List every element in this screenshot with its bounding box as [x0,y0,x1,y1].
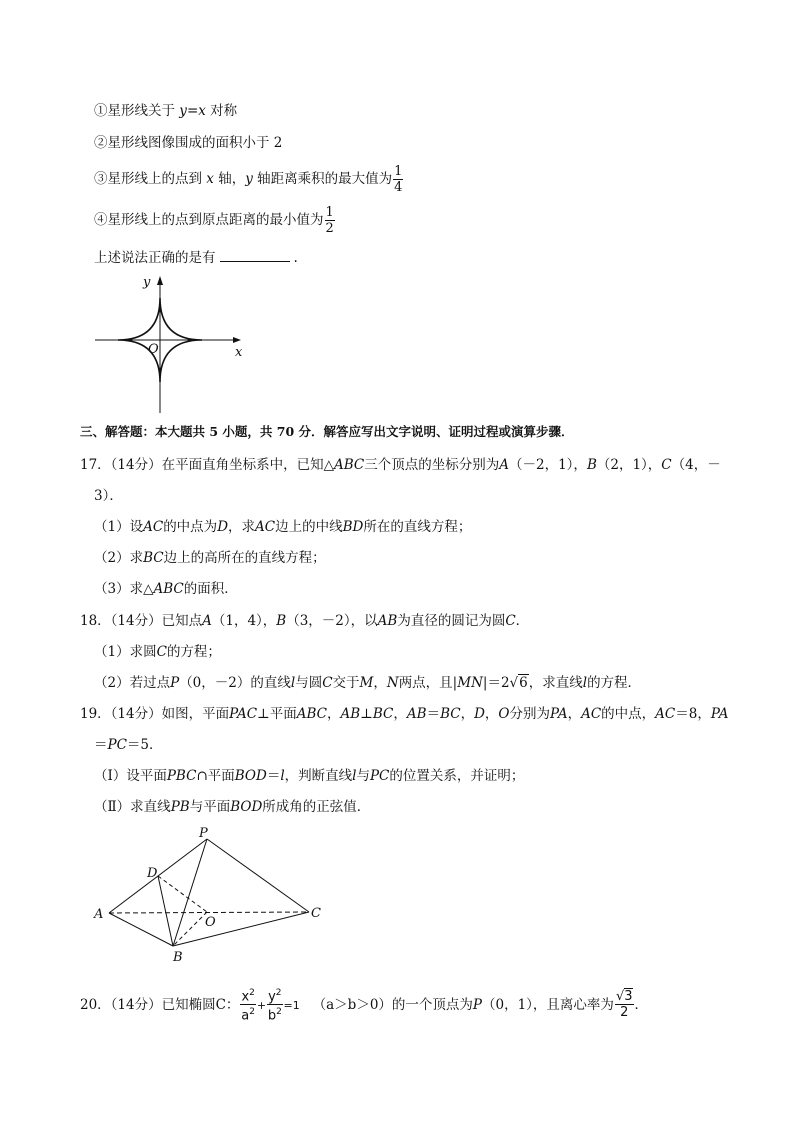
q17-p1-text: （1）设 [94,519,144,535]
q19-p1-text: 与 [356,768,370,784]
segment-ac: AC [255,519,276,535]
q19-text: ＝5． [126,737,163,753]
q17-p1-text: 的中点为 [163,519,218,535]
statement-3-text: 星形线上的点到 [107,171,207,187]
segment-ac: AC [655,706,676,722]
point-b: B [276,613,287,629]
point-m: M [359,675,374,691]
q19-text: ＝8， [675,706,711,722]
q17-p2-text: 边上的高所在的直线方程； [163,550,326,566]
q19-p2-text: 所成角的正弦值． [262,799,371,815]
radicand: 3 [624,989,633,1005]
statement-1 [94,101,237,121]
y-axis-arrow [157,276,163,285]
fraction-one-half [325,205,335,236]
plane-pac: PAC [229,706,258,722]
coord-a: （－2，1）， [509,457,587,473]
q17-p1-text: 所在的直线方程； [363,519,472,535]
question-20-stem [80,986,648,1024]
q19-text: 19．（14分）如图，平面 [80,706,230,722]
exponent: 2 [249,988,255,998]
equals: ＝ [426,706,441,722]
label-a: A [94,907,104,922]
pyramid-figure [88,822,338,967]
exponent: 2 [276,1007,282,1018]
comma: ， [327,706,341,722]
segment-ac: AC [581,706,602,722]
q20-text: （a＞b＞0）的一个顶点为 [312,996,473,1013]
edge-pb [173,839,207,946]
line-l: l [352,768,357,784]
segment-do-hidden [158,876,207,912]
q17-p2-text: （2）求 [94,550,144,566]
numerator: 1 [394,164,403,179]
edge-ab [109,913,173,946]
fraction-one-quarter [393,164,403,195]
question-18-part-1 [94,642,221,662]
q18-p2-text: ， [373,675,387,691]
q17-p3-text: （3）求△ [94,581,154,597]
statement-1-mark: ① [94,103,108,119]
point-d: D [217,519,229,535]
statement-4-mark: ④ [94,212,108,228]
statement-2 [94,133,282,153]
label-o: O [205,915,216,930]
sqrt-six: √6 [509,675,528,691]
q18-p2-text: （0，－2）的直线 [179,675,291,691]
point-d: D [474,706,485,722]
perp-symbol: ⊥ [360,706,373,722]
point-b: B [586,457,597,473]
origin-label: O [148,342,159,357]
circle-c: C [322,675,333,691]
q20-text: （0，1），且离心率为 [482,996,614,1013]
comma: ， [393,706,407,722]
q17-text: 17．（14分）在平面直角坐标系中，已知△ [80,457,334,473]
var-y: y [179,103,187,119]
segment-db [158,876,173,946]
var-x: x [206,171,214,187]
q17-p1-text: ，求 [228,519,256,535]
segment-bc: BC [440,706,461,722]
question-18-part-2 [94,673,641,693]
line-l: l [582,675,588,691]
q18-p2-text: |＝2 [482,675,510,691]
q19-p2-text: 与平面 [189,799,231,815]
statement-4-text: 星形线上的点到原点距离的最小值为 [107,212,324,228]
q19-text: 分别为 [509,706,550,722]
segment-mn: MN [457,675,483,691]
q17-text: 三个顶点的坐标分别为 [364,457,500,473]
q18-text: 18．（14分）已知点 [80,613,203,629]
plane-bod: BOD [230,799,263,815]
line-l: l [290,675,296,691]
point-n: N [386,675,399,691]
coord-a: （1，4）， [211,613,277,629]
q17-p3-text: 的面积． [183,581,238,597]
radicand: 6 [519,675,528,691]
astroid-figure [85,268,255,418]
fraction-y2-b2 [267,986,282,1024]
plane-bod: BOD [234,768,267,784]
plane-abc: ABC [296,706,327,722]
q18-p2-text: 交于 [332,675,360,691]
denominator: 2 [325,221,334,236]
q19-text: 的中点， [601,706,656,722]
q18-p2-text: 两点，且| [398,675,458,691]
q19-p2-text: （Ⅱ）求直线 [94,799,171,815]
exponent: 2 [249,1007,255,1018]
segment-bd: BD [342,519,364,535]
numerator: 1 [325,205,334,220]
answer-prompt-end: . [293,250,298,266]
var-a: a [241,1008,250,1024]
coord-b: （2，1）， [596,457,662,473]
statement-3-mark: ③ [94,171,108,187]
q20-end: ． [634,996,649,1013]
q18-p1-text: 的方程； [166,644,221,660]
label-b: B [173,950,183,965]
section-heading: 三、解答题：本大题共 5 小题，共 70 分．解答应写出文字说明、证明过程或演算步骤． [80,424,574,439]
q18-p2-text: 的方程． [587,675,642,691]
segment-pb: PB [170,799,190,815]
question-17-part-2 [94,548,326,568]
q19-p1-text: ，判断直线 [284,768,353,784]
circle-c: C [156,644,167,660]
q18-text: 为直径的圆记为圆 [397,613,506,629]
comma: ， [567,706,582,722]
label-c: C [311,906,321,921]
edge-pc [207,839,309,912]
statement-2-mark: ② [94,135,108,151]
point-c: C [661,457,672,473]
denominator: 2 [620,1005,629,1021]
plane-pbc: PBC [166,768,197,784]
denominator: 4 [394,180,403,195]
segment-ab: AB [406,706,427,722]
fraction-sqrt3-over-2: $\frac{√3}{2}$ [615,989,633,1021]
segment-pa: PA [710,706,729,722]
question-18-stem [80,611,529,631]
q19-p1-text: （Ⅰ）设平面 [94,768,167,784]
q20-text: 20．（14分）已知椭圆C： [80,996,240,1013]
point-a: A [499,457,509,473]
triangle-name: ABC [334,457,365,473]
q19-p1-text: 的位置关系，并证明； [389,768,525,784]
q18-end: ． [515,613,530,629]
statement-3-tail: 轴距离乘积的最大值为 [252,171,393,187]
q18-p2-text: （2）若过点 [94,675,171,691]
point-p: P [170,675,180,691]
statement-1-text: 星形线关于 [107,103,180,119]
question-19-cont [94,735,163,755]
question-17-stem [80,455,721,475]
equals-one: =1 [283,998,300,1012]
point-p: P [472,996,482,1013]
comma: ， [460,706,475,722]
segment-pc: PC [107,737,127,753]
question-19-stem [80,704,728,724]
q19-text: ⊥平面 [257,706,297,722]
segment-ab: AB [377,613,398,629]
question-19-part-2 [94,797,370,817]
statement-3 [94,162,404,196]
q18-p2-text: ，求直线 [528,675,583,691]
segment-bc: BC [372,706,394,722]
equals: ＝ [94,737,108,753]
x-axis-arrow [233,337,241,343]
point-o: O [498,706,510,722]
var-x: x [198,103,206,119]
label-p: P [199,826,208,841]
q18-p2-text: 与圆 [295,675,323,691]
segment-pc: PC [369,768,390,784]
segment-ac: AC [143,519,164,535]
q19-p1-text: ∩平面 [196,768,235,784]
var-y: y [245,171,253,187]
x-axis-label: x [235,345,243,360]
edge-ac-hidden [109,912,309,913]
statement-3-mid: 轴， [213,171,246,187]
equals: = [186,103,199,119]
plus: + [256,998,267,1012]
label-d: D [147,866,158,881]
segment-pa: PA [549,706,568,722]
statement-1-tail: 对称 [205,103,238,119]
comma: ， [484,706,499,722]
line-l: l [280,768,285,784]
answer-blank[interactable] [220,249,290,262]
question-17-part-1 [94,517,471,537]
var-x: x [241,989,250,1005]
answer-prompt [94,248,298,268]
point-a: A [202,613,212,629]
segment-bc: BC [143,550,164,566]
exponent: 2 [275,988,282,998]
fraction-x2-a2 [240,986,255,1024]
q18-p1-text: （1）求圆 [94,644,157,660]
question-19-part-1 [94,766,524,786]
segment-ab: AB [340,706,361,722]
coord-c: （4，－ [671,457,721,473]
var-b: b [267,1008,277,1024]
circle-c: C [505,613,516,629]
question-17-cont: 3）． [94,488,123,504]
q17-p1-text: 边上的中线 [275,519,343,535]
answer-prompt-text: 上述说法正确的是有 [94,250,216,266]
statement-4 [94,203,336,237]
coord-b: （3，－2），以 [286,613,378,629]
question-17-part-3 [94,579,238,599]
y-axis-label: y [143,275,151,290]
statement-2-text: 星形线图像围成的面积小于 2 [107,135,283,151]
equals: ＝ [266,768,281,784]
var-y: y [268,989,276,1005]
triangle-name: ABC [153,581,184,597]
edge-bc [173,912,309,946]
